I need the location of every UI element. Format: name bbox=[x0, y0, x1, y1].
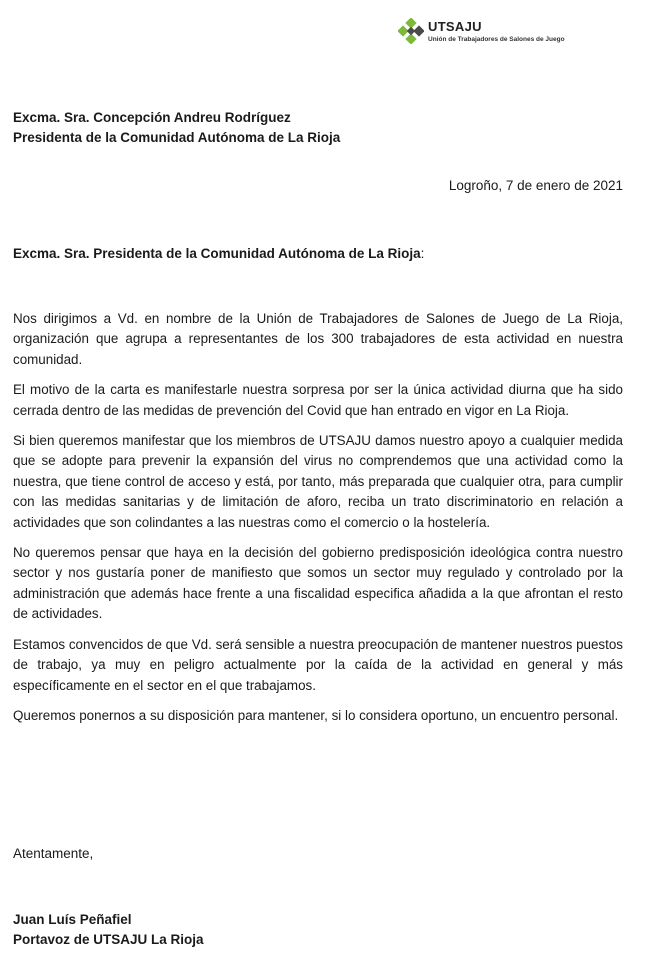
logo-name: UTSAJU bbox=[428, 19, 482, 34]
recipient-block bbox=[13, 108, 340, 148]
salutation-text: Excma. Sra. Presidenta de la Comunidad Autónoma de La Rioja bbox=[13, 246, 421, 261]
logo-subtitle: Unión de Trabajadores de Salones de Juego bbox=[428, 36, 565, 43]
recipient-title: Presidenta de la Comunidad Autónoma de La Rioja bbox=[13, 130, 341, 145]
body-paragraph-4: No queremos pensar que haya en la decisión del gobierno predisposición ideológica contra nuestro sector y nos gustaría poner de manifiesto que somos un sector muy regulado y controlado por la administración que además hace frente a una fiscalidad especifica añadida a la que afrontan el resto de actividades. bbox=[13, 545, 623, 622]
body-paragraph-6: Queremos ponernos a su disposición para mantener, si lo considera oportuno, un encuentro personal. bbox=[13, 707, 619, 723]
body-paragraph-1: Nos dirigimos a Vd. en nombre de la Unión de Trabajadores de Salones de Juego de La Rioja, organización que agrupa a representantes de los 300 trabajadores de esta actividad en nuestra comunidad. bbox=[13, 311, 623, 367]
letter-date: Logroño, 7 de enero de 2021 bbox=[448, 178, 623, 193]
recipient-name: Excma. Sra. Concepción Andreu Rodríguez bbox=[13, 110, 291, 125]
logo-icon bbox=[398, 18, 424, 44]
closing: Atentamente, bbox=[13, 846, 94, 861]
signature-block bbox=[13, 910, 204, 950]
signature-role: Portavoz de UTSAJU La Rioja bbox=[13, 932, 204, 947]
letter-body bbox=[13, 309, 623, 736]
salutation bbox=[13, 246, 424, 261]
body-paragraph-3: Si bien queremos manifestar que los miembros de UTSAJU damos nuestro apoyo a cualquier medida que se adopte para prevenir la expansión del virus no comprendemos que una actividad como la nuestra, que tiene control de acceso y está, por tanto, más preparada que cualquier otra, para cumplir con las medidas sanitarias y de limitación de aforo, reciba un trato discriminatorio en relación a actividades que son colindantes a las nuestras como el comercio o la hostelería. bbox=[13, 433, 623, 530]
salutation-colon: : bbox=[420, 246, 425, 261]
body-paragraph-5: Estamos convencidos de que Vd. será sensible a nuestra preocupación de mantener nuestros puestos de trabajo, ya muy en peligro actualmente por la caída de la actividad en general y más específicamente en el sector en el que trabajamos. bbox=[13, 636, 623, 693]
signature-name: Juan Luís Peñafiel bbox=[13, 912, 132, 927]
body-paragraph-2: El motivo de la carta es manifestarle nuestra sorpresa por ser la única actividad diurna que ha sido cerrada dentro de las medidas de prevención del Covid que han entrado en vigor en La Rioja. bbox=[13, 382, 623, 418]
